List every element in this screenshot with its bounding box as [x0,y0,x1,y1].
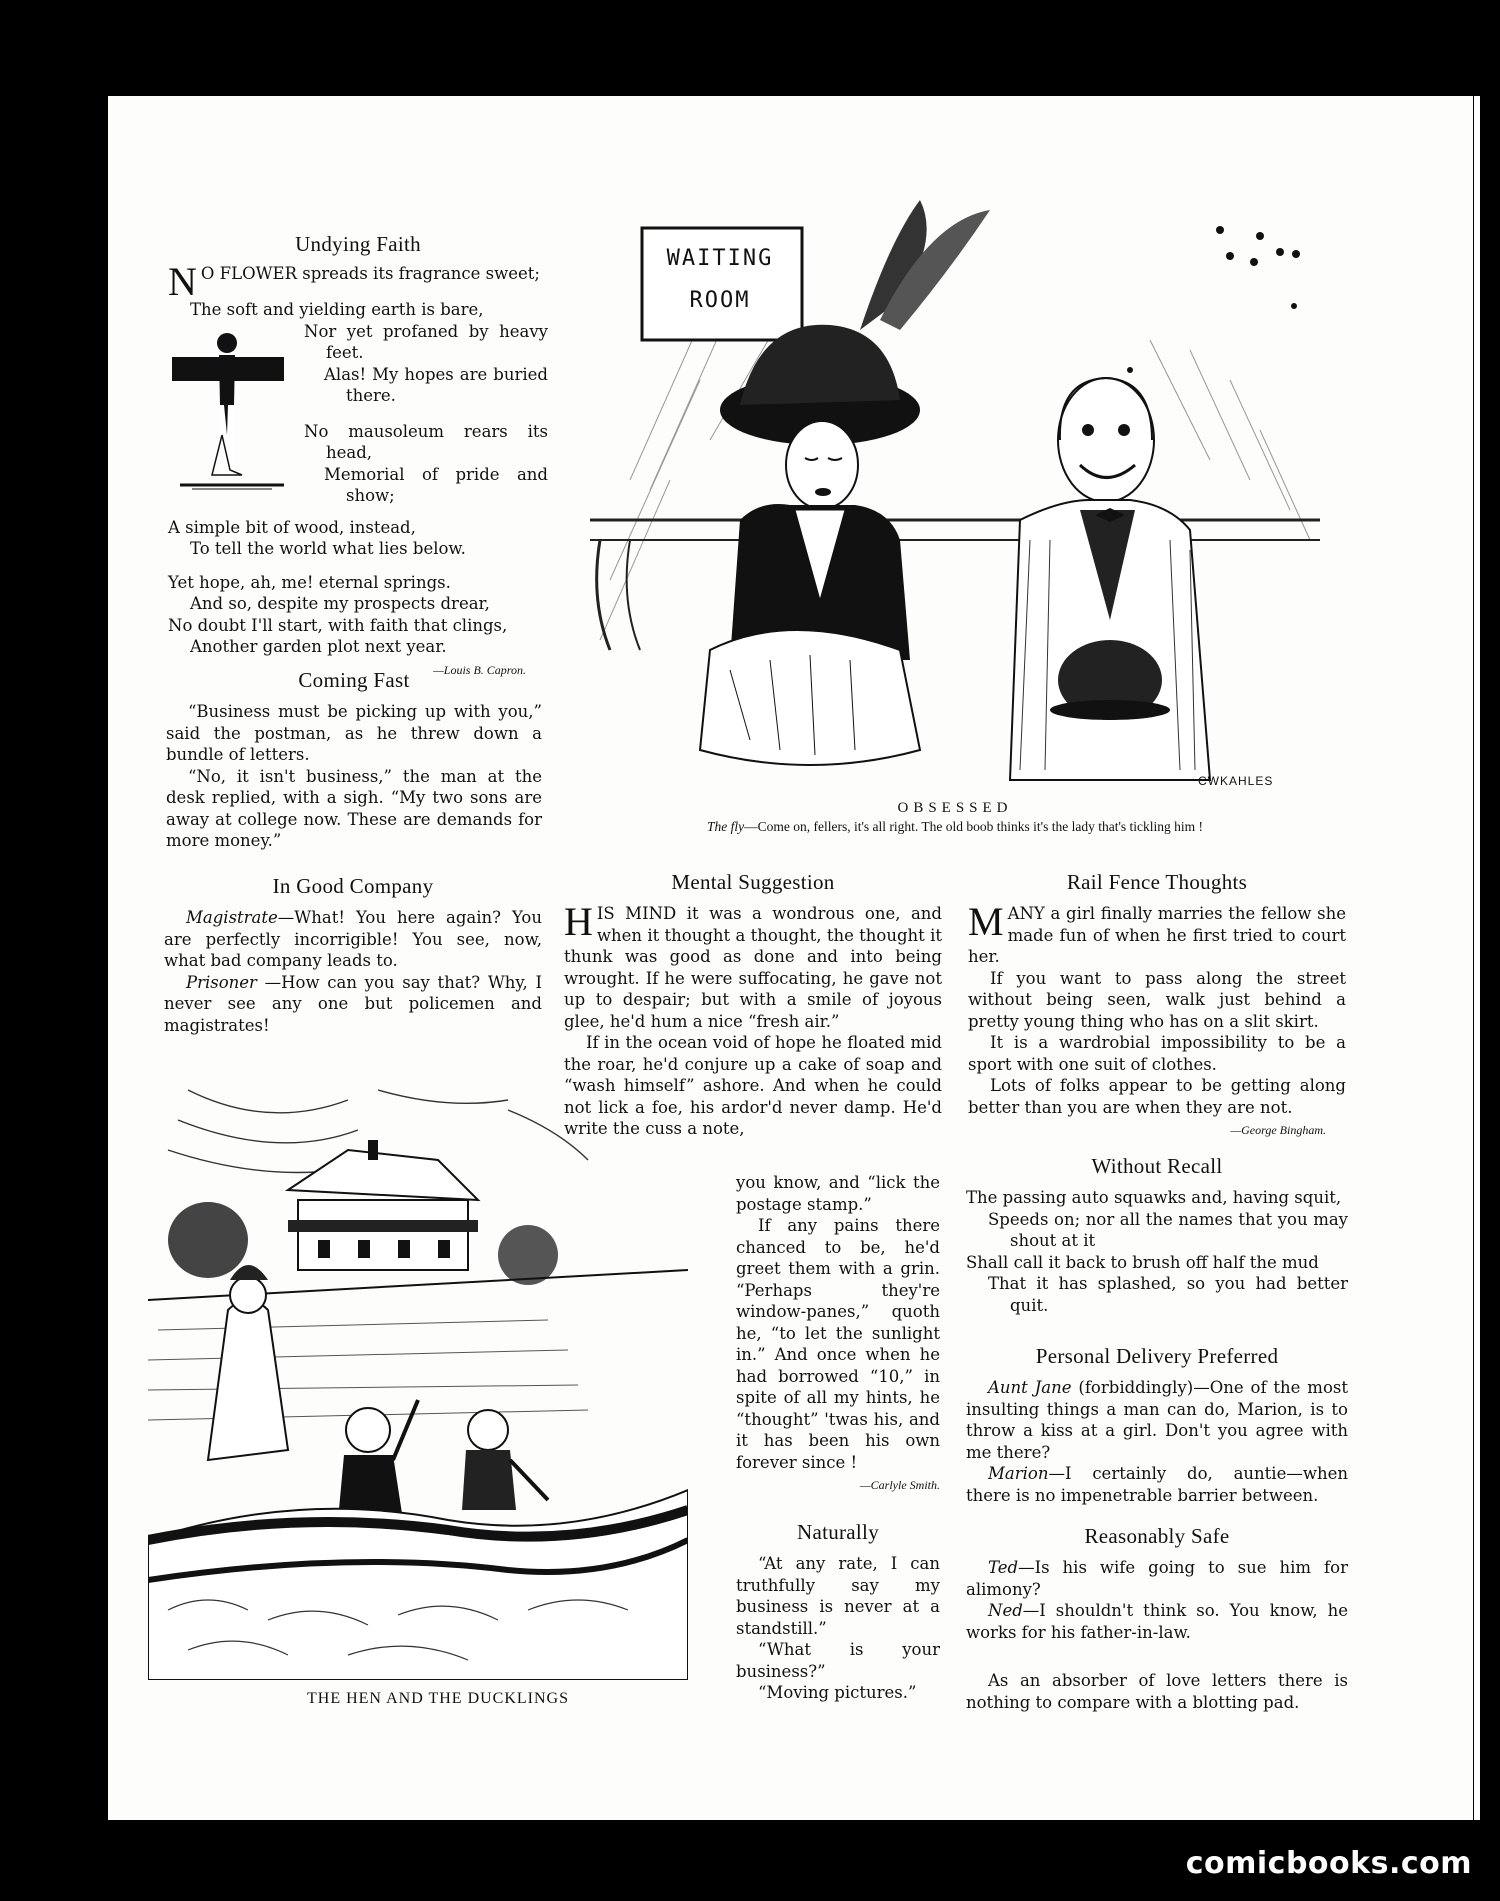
poem-line: The soft and yielding earth is bare, [190,300,484,319]
reasonably-safe-title: Reasonably Safe [1084,1524,1230,1548]
dialogue: —How can you say that? Why, I never see any one but policemen and magistrates! [164,972,542,1035]
dialogue: —What! You here again? You are perfectly incorrigible! You see, now, what bad company leads to. [164,908,542,970]
speaker-name: Magistrate [186,908,278,927]
paragraph: “Moving pictures.” [758,1683,917,1702]
cartoon-obsessed [590,180,1320,790]
reasonably-safe-section [966,1524,1348,1643]
paragraph: If any pains there chanced to be, he'd greet them with a grin. “Perhaps they're window-panes,” quoth he, “to let the sunlight in.” And once when he had borrowed “10,” in spite of all my hints, he “thought” 'twas his, and it has been his own forever since ! [736,1216,940,1472]
rail-fence-section [968,870,1346,1142]
naturally-title: Naturally [796,1520,879,1544]
cross-illustration [172,325,292,495]
dropcap: H [564,903,593,944]
byline: —Louis B. Capron. [433,662,526,677]
poem-line: Alas! My hopes are buried there. [324,364,548,405]
byline: —George Bingham. [1230,1123,1326,1137]
poem-line: No doubt I'll start, with faith that clings, [168,615,508,635]
undying-faith-title: Undying Faith [295,232,421,256]
personal-delivery-title: Personal Delivery Preferred [1035,1344,1279,1368]
coming-fast-title: Coming Fast [298,668,410,692]
sign-text: WAITING [666,246,774,271]
paragraph: “No, it isn't business,” the man at the desk replied, with a sigh. “My two sons are away at college now. These are demands for more money.” [166,766,542,850]
page-edge [1474,96,1480,1820]
speaker-name: Ned [988,1601,1023,1620]
caption-speaker: The fly [707,819,745,834]
poem-line: Memorial of pride and show; [324,464,548,505]
paragraph: you know, and “lick the postage stamp.” [736,1173,940,1214]
site-logo[interactable]: comicbooks.com [1185,1846,1472,1881]
speaker-name: Prisoner [186,972,257,992]
dropcap: M [968,903,1004,944]
paragraph: ANY a girl finally marries the fellow she made fun of when he first tried to court her. [968,904,1346,966]
in-good-company-section [164,874,542,1036]
paragraph: “What is your business?” [736,1640,940,1681]
poem-line: Speeds on; nor all the names that you may shout at it [988,1209,1348,1250]
dialogue: —Is his wife going to sue him for alimony? [966,1558,1348,1599]
naturally-section [736,1520,940,1704]
dialogue: (forbiddingly)—One of the most insulting things a man can do, Marion, is to throw a kiss at a girl. Don't you agree with me there? [966,1378,1348,1462]
mental-suggestion-title: Mental Suggestion [671,870,835,894]
poem-line: The passing auto squawks and, having squit, [966,1188,1342,1207]
cartoon-caption: THE HEN AND THE DUCKLINGS [306,1690,570,1707]
caption-title: OBSESSED [897,800,1013,816]
paragraph: If in the ocean void of hope he floated mid the roar, he'd conjure up a cake of soap and “wash himself” ashore. And when he could not lick a foe, his ardor'd never damp. He'd write the cuss a note, [564,1033,942,1138]
paragraph: Lots of folks appear to be getting along better than you are when they are not. [968,1076,1346,1117]
poem-line: Shall call it back to brush off half the mud [966,1252,1319,1272]
in-good-company-title: In Good Company [272,874,434,898]
caption-text: —Come on, fellers, it's all right. The old boob thinks it's the lady that's tickling him ! [744,819,1203,834]
blotting-pad-section [966,1670,1348,1713]
dialogue: —I certainly do, auntie—when there is no impenetrable barrier between. [966,1464,1348,1505]
poem-line: To tell the world what lies below. [190,539,466,558]
poem-line: No mausoleum rears its head, [304,421,548,462]
coming-fast-section [166,668,542,852]
poem-line: That it has splashed, so you had better quit. [988,1274,1348,1315]
paragraph: As an absorber of love letters there is nothing to compare with a blotting pad. [966,1671,1348,1712]
cartoon-hen-ducklings [148,1070,688,1680]
personal-delivery-section [966,1344,1348,1506]
poem-line: Nor yet profaned by heavy feet. [304,321,548,362]
speaker-name: Marion [988,1464,1049,1483]
undying-faith-section [168,232,548,681]
speaker-name: Ted [988,1558,1019,1577]
poem-line: And so, despite my prospects drear, [190,594,490,613]
paragraph: “At any rate, I can truthfully say my business is never at a standstill.” [736,1554,940,1638]
paragraph: “Business must be picking up with you,” said the postman, as he threw down a bundle of letters. [166,702,542,764]
speaker-name: Aunt Jane [988,1378,1072,1397]
dropcap: N [168,263,197,299]
waiting-room-sign [650,238,790,322]
poem-line: A simple bit of wood, instead, [168,517,416,537]
cartoon-illustration [148,1070,688,1680]
mental-suggestion-section [564,870,942,1140]
paragraph: If you want to pass along the street without being seen, walk just behind a pretty young thing who has on a slit skirt. [968,968,1346,1031]
dialogue: —I shouldn't think so. You know, he works for his father-in-law. [966,1601,1348,1642]
mental-suggestion-continued [736,1172,940,1497]
byline: —Carlyle Smith. [860,1478,940,1492]
poem-line: Yet hope, ah, me! eternal springs. [168,572,451,592]
poem-line: Another garden plot next year. [190,637,447,656]
without-recall-section [966,1154,1348,1316]
poem-line: O FLOWER spreads its fragrance sweet; [200,264,540,283]
cartoon-caption [590,800,1320,835]
rail-fence-title: Rail Fence Thoughts [1066,870,1248,894]
artist-signature: CWKAHLES [1198,774,1274,788]
paragraph: IS MIND it was a wondrous one, and when it thought a thought, the thought it thunk was good as done and into being wrought. If he were suffocating, he gave not up to despair; but with a smile of joyous glee, he'd hum a nice “fresh air.” [564,904,942,1031]
paragraph: It is a wardrobial impossibility to be a sport with one suit of clothes. [968,1033,1346,1074]
without-recall-title: Without Recall [1091,1154,1223,1178]
sign-text: ROOM [689,288,751,313]
